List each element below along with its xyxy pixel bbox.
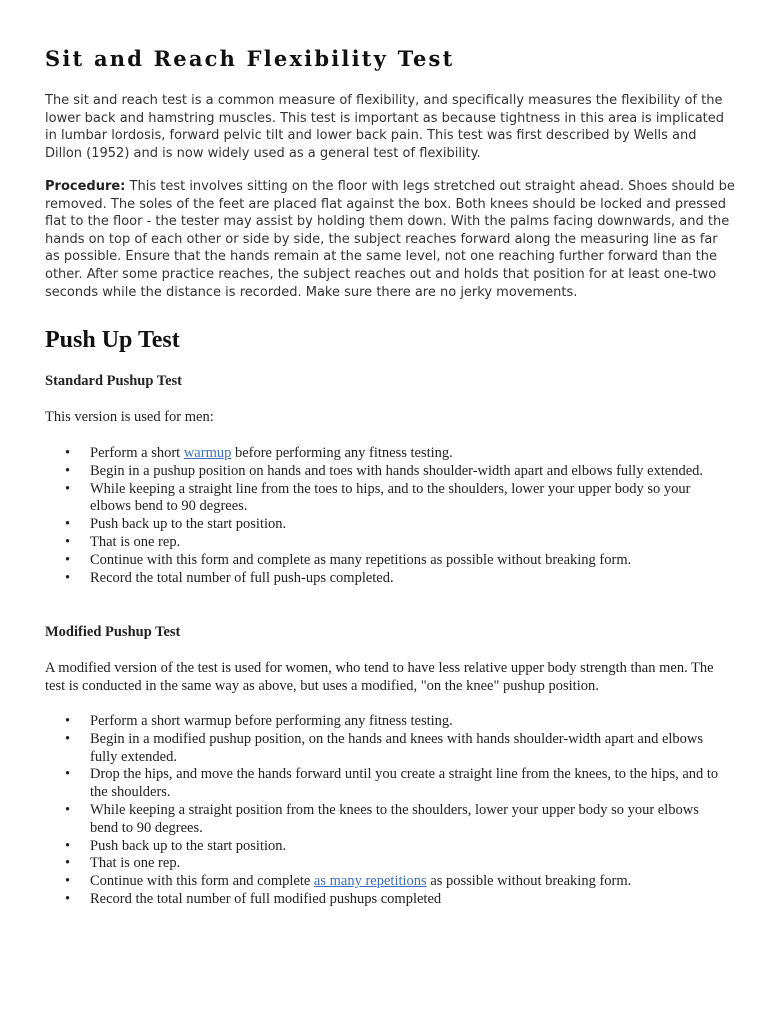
modified-pushup-intro: A modified version of the test is used for women, who tend to have less relative upper body strength than men. The test is conducted in the same way as above, but uses a modified, "on the knee" pushup position. bbox=[45, 660, 714, 694]
repetitions-link[interactable]: as many repetitions bbox=[313, 873, 427, 890]
modified-pushup-heading: Modified Pushup Test bbox=[45, 624, 181, 640]
procedure-text: This test involves sitting on the floor with legs stretched out straight ahead. Shoes should be removed. The soles of the feet are placed flat against the box. Both knees should be locked and pressed flat to the floor - the tester may assist by holding them down. With the palms facing downwards, and the hands on top of each other or side by side, the subject reaches forward along the measuring line as far as possible. Ensure that the hands remain at the same level, not one reaching further forward than the other. After some practice reaches, the subject reaches out and holds that position for at least one-two seconds while the distance is recorded. Make sure there are no jerky movements. bbox=[45, 179, 735, 300]
warmup-link[interactable]: warmup bbox=[183, 445, 232, 461]
list-item: • That is one rep. bbox=[90, 534, 725, 552]
list-item: • Perform a short warmup before performing any fitness testing. bbox=[90, 713, 725, 731]
sit-reach-procedure bbox=[45, 178, 735, 301]
list-item: • Push back up to the start position. bbox=[90, 838, 725, 856]
standard-pushup-heading: Standard Pushup Test bbox=[45, 373, 183, 389]
standard-pushup-intro: This version is used for men: bbox=[45, 409, 214, 425]
list-item: • Begin in a modified pushup position, on the hands and knees with hands shoulder-width apart and elbows fully extended. bbox=[90, 731, 725, 767]
list-item: • While keeping a straight position from the knees to the shoulders, lower your upper body so your elbows bend to 90 degrees. bbox=[90, 802, 725, 838]
list-item: • While keeping a straight line from the toes to hips, and to the shoulders, lower your upper body so your elbows bend to 90 degrees. bbox=[90, 481, 725, 517]
list-item: • Record the total number of full modified pushups completed bbox=[90, 891, 725, 909]
modified-pushup-list bbox=[45, 713, 725, 909]
list-item: • Begin in a pushup position on hands and toes with hands shoulder-width apart and elbows fully extended. bbox=[90, 463, 725, 481]
push-up-title: Push Up Test bbox=[45, 327, 180, 353]
list-item: • Push back up to the start position. bbox=[90, 516, 725, 534]
procedure-label: Procedure: bbox=[45, 179, 126, 194]
list-item: • Continue with this form and complete as many repetitions as possible without breaking form. bbox=[90, 873, 725, 891]
list-item: • That is one rep. bbox=[90, 855, 725, 873]
standard-pushup-list bbox=[45, 445, 725, 587]
sit-reach-intro: The sit and reach test is a common measure of flexibility, and specifically measures the flexibility of the lower back and hamstring muscles. This test is important as because tightness in this area is implicated in lumbar lordosis, forward pelvic tilt and lower back pain. This test was first described by Wells and Dillon (1952) and is now widely used as a general test of flexibility. bbox=[45, 93, 725, 161]
list-item: • Continue with this form and complete as many repetitions as possible without breaking form. bbox=[90, 552, 725, 570]
list-item: • Record the total number of full push-ups completed. bbox=[90, 570, 725, 588]
list-item: • Perform a short warmup before performing any fitness testing. bbox=[90, 445, 725, 463]
list-item: • Drop the hips, and move the hands forward until you create a straight line from the knees, to the hips, and to the shoulders. bbox=[90, 766, 725, 802]
sit-reach-title: Sit and Reach Flexibility Test bbox=[45, 46, 455, 71]
